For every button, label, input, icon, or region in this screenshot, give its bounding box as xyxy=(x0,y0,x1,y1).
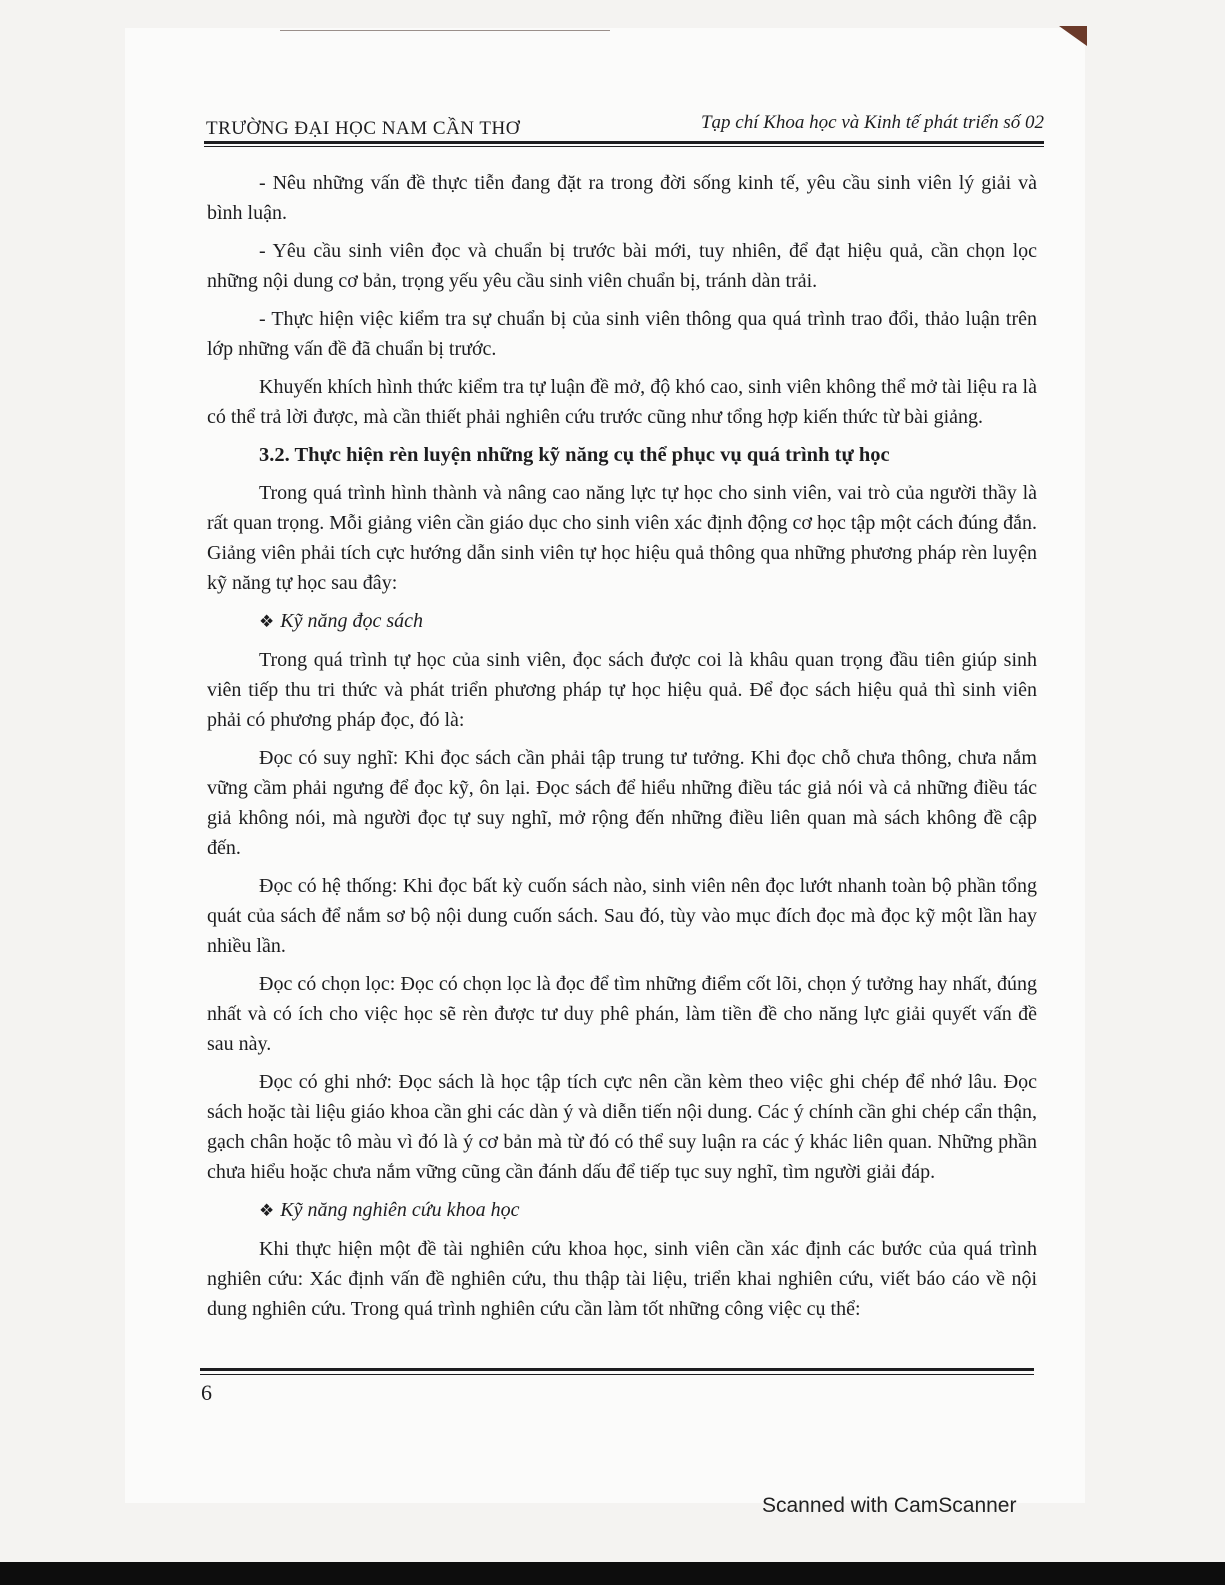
paragraph: Khuyến khích hình thức kiểm tra tự luận đề mở, độ khó cao, sinh viên không thể mở tài liệu ra là có thể trả lời được, mà cần thiết phải nghiên cứu trước cũng như tổng hợp kiến thức từ bài giảng. xyxy=(207,376,1037,428)
paragraph: Đọc có hệ thống: Khi đọc bất kỳ cuốn sách nào, sinh viên nên đọc lướt nhanh toàn bộ phần tổng quát của sách để nắm sơ bộ nội dung cuốn sách. Sau đó, tùy vào mục đích đọc mà đọc kỹ một lần hay nhiều lần. xyxy=(207,875,1037,957)
section-heading: 3.2. Thực hiện rèn luyện những kỹ năng cụ thể phục vụ quá trình tự học xyxy=(259,444,890,466)
subheading-label: Kỹ năng đọc sách xyxy=(280,610,424,632)
paragraph: Trong quá trình tự học của sinh viên, đọc sách được coi là khâu quan trọng đầu tiên giúp sinh viên tiếp thu tri thức và phát triển phương pháp tự học hiệu quả. Để đọc sách hiệu quả thì sinh viên phải có phương pháp đọc, đó là: xyxy=(207,649,1037,731)
bottom-bar xyxy=(0,1562,1225,1585)
diamond-bullet-icon: ❖ xyxy=(259,612,275,631)
paragraph: - Nêu những vấn đề thực tiễn đang đặt ra trong đời sống kinh tế, yêu cầu sinh viên lý giải và bình luận. xyxy=(207,172,1037,224)
page-number: 6 xyxy=(201,1380,212,1405)
article-body xyxy=(207,168,1037,1332)
paragraph: Đọc có chọn lọc: Đọc có chọn lọc là đọc để tìm những điểm cốt lõi, chọn ý tưởng hay nhất, đúng nhất và có ích cho việc học sẽ rèn được tư duy phê phán, làm tiền đề cho năng lực giải quyết vấn đề sau này. xyxy=(207,973,1037,1055)
running-header xyxy=(206,110,1044,140)
header-university: TRƯỜNG ĐẠI HỌC NAM CẦN THƠ xyxy=(206,118,520,139)
top-edge-line xyxy=(280,30,610,31)
paragraph: - Yêu cầu sinh viên đọc và chuẩn bị trước bài mới, tuy nhiên, để đạt hiệu quả, cần chọn lọc những nội dung cơ bản, trọng yếu yêu cầu sinh viên chuẩn bị, tránh dàn trải. xyxy=(207,240,1037,292)
header-rule xyxy=(204,141,1044,147)
subheading-research-skill xyxy=(259,1195,1037,1226)
diamond-bullet-icon: ❖ xyxy=(259,1201,275,1220)
paragraph: - Thực hiện việc kiểm tra sự chuẩn bị của sinh viên thông qua quá trình trao đổi, thảo luận trên lớp những vấn đề đã chuẩn bị trước. xyxy=(207,308,1037,360)
paragraph: Trong quá trình hình thành và nâng cao năng lực tự học cho sinh viên, vai trò của người thầy là rất quan trọng. Mỗi giảng viên cần giáo dục cho sinh viên xác định động cơ học tập một cách đúng đắn. Giảng viên phải tích cực hướng dẫn sinh viên tự học hiệu quả thông qua những phương pháp rèn luyện kỹ năng tự học sau đây: xyxy=(207,482,1037,594)
subheading-label: Kỹ năng nghiên cứu khoa học xyxy=(280,1199,520,1221)
scanner-watermark: Scanned with CamScanner xyxy=(762,1494,1017,1517)
corner-mark xyxy=(1059,26,1087,46)
footer-rule xyxy=(200,1368,1034,1375)
paragraph: Khi thực hiện một đề tài nghiên cứu khoa học, sinh viên cần xác định các bước của quá trình nghiên cứu: Xác định vấn đề nghiên cứu, thu thập tài liệu, triển khai nghiên cứu, viết báo cáo về nội dung nghiên cứu. Trong quá trình nghiên cứu cần làm tốt những công việc cụ thể: xyxy=(207,1238,1037,1320)
subheading-reading-skill xyxy=(259,606,1037,637)
header-journal: Tạp chí Khoa học và Kinh tế phát triển số 02 xyxy=(700,112,1044,133)
paragraph: Đọc có ghi nhớ: Đọc sách là học tập tích cực nên cần kèm theo việc ghi chép để nhớ lâu. Đọc sách hoặc tài liệu giáo khoa cần ghi các dàn ý và diễn tiến nội dung. Các ý chính cần ghi chép cẩn thận, gạch chân hoặc tô màu vì đó là ý cơ bản mà từ đó có thể suy luận ra các ý khác liên quan. Những phần chưa hiểu hoặc chưa nắm vững cũng cần đánh dấu để tiếp tục suy nghĩ, tìm người giải đáp. xyxy=(207,1071,1037,1183)
paragraph: Đọc có suy nghĩ: Khi đọc sách cần phải tập trung tư tưởng. Khi đọc chỗ chưa thông, chưa nắm vững cầm phải ngưng để đọc kỹ, ôn lại. Đọc sách để hiểu những điều tác giả nói và cả những điều tác giả không nói, mà người đọc tự suy nghĩ, mở rộng đến những điều liên quan mà sách không đề cập đến. xyxy=(207,747,1037,859)
